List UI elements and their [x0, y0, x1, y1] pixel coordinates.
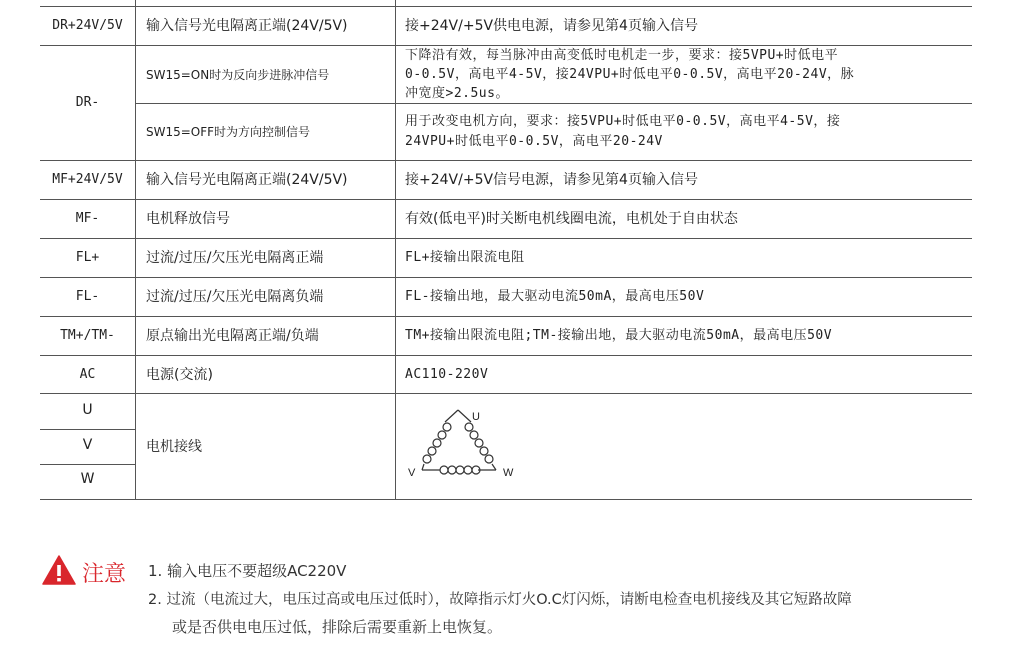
diagram-line	[445, 410, 458, 422]
table-bottom-border	[40, 499, 972, 500]
coil-loop	[440, 466, 448, 474]
column-divider	[395, 0, 396, 500]
signal-cell: TM+/TM-	[60, 328, 115, 343]
signal-cell: MF-	[75, 211, 100, 226]
notice-item: 或是否供电电压过低，排除后需要重新上电恢复。	[172, 618, 503, 636]
name-cell: 过流/过压/欠压光电隔离正端	[146, 250, 324, 266]
diagram-line	[458, 410, 471, 422]
coil-loop	[480, 447, 488, 455]
notice-label: 注意	[82, 562, 127, 587]
diagram-label-v: V	[408, 467, 416, 479]
coil-loop	[485, 455, 493, 463]
desc-cell: 接+24V/+5V信号电源，请参见第4页输入信号	[405, 172, 698, 188]
name-cell: 输入信号光电隔离正端(24V/5V)	[146, 18, 348, 34]
notice-item: 1. 输入电压不要超级AC220V	[148, 562, 347, 580]
coil-loop	[448, 466, 456, 474]
coil-loop	[470, 431, 478, 439]
name-cell: 输入信号光电隔离正端(24V/5V)	[146, 172, 348, 188]
coil-loop	[456, 466, 464, 474]
desc-cell: FL+接输出限流电阻	[405, 250, 525, 265]
desc-cell: AC110-220V	[405, 366, 489, 382]
signal-cell: FL+	[75, 250, 100, 265]
diagram-line	[422, 464, 424, 470]
uvw-divider	[40, 464, 136, 465]
name-cell: SW15=ON时为反向步进脉冲信号	[146, 67, 330, 82]
signal-cell: FL-	[75, 289, 100, 304]
desc-cell: 有效(低电平)时关断电机线圈电流，电机处于自由状态	[405, 211, 738, 227]
coil-loop	[443, 423, 451, 431]
signal-cell: DR-	[75, 95, 100, 110]
coil-loop	[464, 466, 472, 474]
signal-cell-v: V	[82, 437, 93, 453]
coil-loop	[438, 431, 446, 439]
diagram-line	[492, 464, 496, 470]
diagram-label-w: W	[503, 467, 514, 479]
notice-item: 2. 过流（电流过大，电压过高或电压过低时），故障指示灯火O.C灯闪烁，请断电检查电机接线及其它短路故障	[148, 592, 852, 608]
name-cell: 原点输出光电隔离正端/负端	[146, 328, 319, 344]
name-cell: 过流/过压/欠压光电隔离负端	[146, 289, 324, 305]
coil-loop	[428, 447, 436, 455]
warning-icon	[42, 555, 76, 585]
coil-loop	[423, 455, 431, 463]
desc-cell: 下降沿有效，每当脉冲由高变低时电机走一步，要求：接5VPU+时低电平 0-0.5V，高电平4-5V，接24VPU+时低电平0-0.5V，高电平20-24V，脉 冲宽度>2.5us。	[405, 47, 855, 101]
coil-loop	[475, 439, 483, 447]
desc-cell: 接+24V/+5V供电电源，请参见第4页输入信号	[405, 18, 698, 34]
desc-cell: FL-接输出地，最大驱动电流50mA，最高电压50V	[405, 289, 705, 304]
signal-cell: MF+24V/5V	[52, 172, 123, 187]
column-divider	[135, 0, 136, 500]
coil-loop	[465, 423, 473, 431]
uvw-divider	[40, 429, 136, 430]
desc-cell: 用于改变电机方向，要求：接5VPU+时低电平0-0.5V，高电平4-5V，接 24VPU+时低电平0-0.5V，高电平20-24V	[405, 114, 841, 149]
signal-cell-u: U	[82, 402, 93, 418]
signal-cell: AC	[79, 366, 96, 382]
name-cell: 电机接线	[146, 438, 202, 455]
diagram-label-u: U	[472, 411, 480, 423]
signal-cell: DR+24V/5V	[52, 18, 123, 33]
name-cell: SW15=OFF时为方向控制信号	[146, 125, 311, 139]
name-cell: 电源(交流)	[146, 366, 213, 383]
name-cell: 电机释放信号	[146, 211, 230, 227]
coil-loop	[433, 439, 441, 447]
desc-cell: TM+接输出限流电阻;TM-接输出地，最大驱动电流50mA，最高电压50V	[405, 328, 833, 343]
motor-wiring-diagram	[400, 402, 530, 492]
signal-cell-w: W	[80, 471, 95, 487]
